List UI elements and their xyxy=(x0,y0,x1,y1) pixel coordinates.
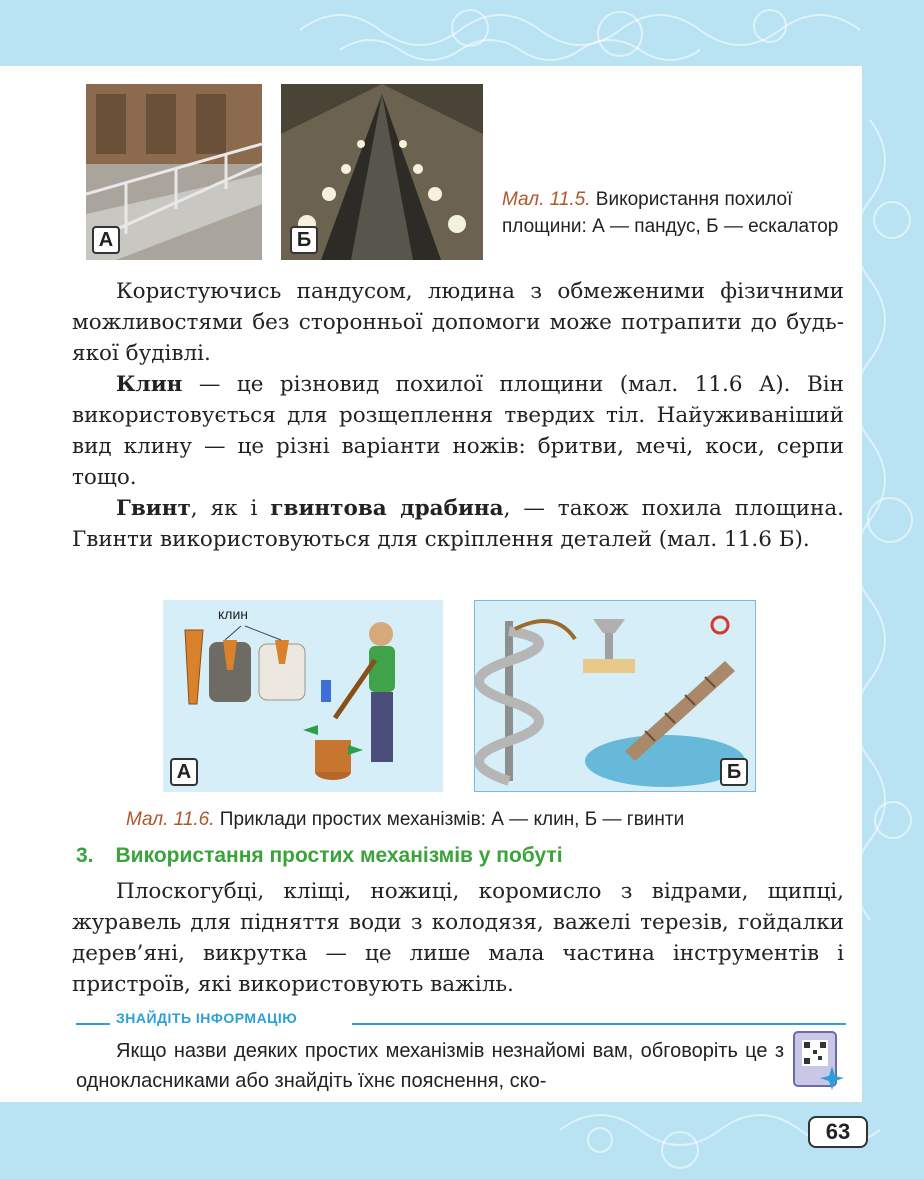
term-screw: Гвинт xyxy=(116,496,191,521)
term-wedge: Клин xyxy=(116,372,183,397)
paragraph-lever-tools xyxy=(72,876,844,1000)
photo-a-letter: А xyxy=(92,226,120,254)
wedge-illustration xyxy=(163,600,443,792)
section-title: Використання простих механізмів у побуті xyxy=(115,844,563,867)
photo-b-letter: Б xyxy=(290,226,318,254)
paragraph-ramp-text: Користуючись пандусом, людина з обмеженими фізичними можливостями без сторонньої допомоги може потрапити до будь-якої будівлі. xyxy=(72,279,844,366)
page-number: 63 xyxy=(808,1116,868,1148)
find-info-line-left xyxy=(76,1023,110,1025)
panel-b-letter: Б xyxy=(720,758,748,786)
figure-11-6-label: Мал. 11.6. xyxy=(126,809,215,830)
figure-11-5-caption xyxy=(502,186,842,240)
paragraph-wedge-text: — це різновид похилої площини (мал. 11.6 А). Він використовується для розщеплення твердих тіл. Найуживаніший вид клину — це різні варіанти ножів: бритви, мечі, коси, серпи тощо. xyxy=(72,372,844,490)
figure-11-6-text: Приклади простих механізмів: А — клин, Б — гвинти xyxy=(219,809,685,830)
figure-11-5-label: Мал. 11.5. xyxy=(502,189,591,210)
paragraph-ramp xyxy=(72,276,844,369)
find-info-text: Якщо назви деяких простих механізмів незнайомі вам, обговоріть це з однокласниками або знайдіть їхнє пояснення, ско- xyxy=(76,1040,784,1092)
qr-search-icon[interactable] xyxy=(792,1030,846,1090)
paragraph-screw-mid: , як і xyxy=(190,496,271,521)
find-info-label: ЗНАЙДІТЬ ІНФОРМАЦІЮ xyxy=(116,1010,298,1026)
term-spiral-staircase: гвинтова драбина xyxy=(270,496,504,521)
paragraph-wedge xyxy=(72,369,844,493)
figure-11-6-caption xyxy=(126,806,826,833)
panel-a-letter: А xyxy=(170,758,198,786)
find-info-line-right xyxy=(352,1023,846,1025)
screw-illustration xyxy=(474,600,756,792)
paragraph-lever-tools-text: Плоскогубці, кліщі, ножиці, коромисло з відрами, щипці, журавель для підняття води з колодязя, важелі терезів, гойдалки дерев’яні, викрутка — це лише мала частина інструментів і пристроїв, які використовують важіль. xyxy=(72,879,844,997)
section-number: 3. xyxy=(76,844,94,867)
find-info-header xyxy=(76,1010,846,1034)
wedge-label: клин xyxy=(218,606,249,622)
paragraph-screw xyxy=(72,493,844,555)
figure-11-5-text: Використання похилої площини: А — пандус, Б — ескалатор xyxy=(502,189,839,237)
section-heading xyxy=(76,844,563,868)
paragraph-screw-text: , — також похила площина. Гвинти використовуються для скріплення деталей (мал. 11.6 Б). xyxy=(72,496,845,552)
